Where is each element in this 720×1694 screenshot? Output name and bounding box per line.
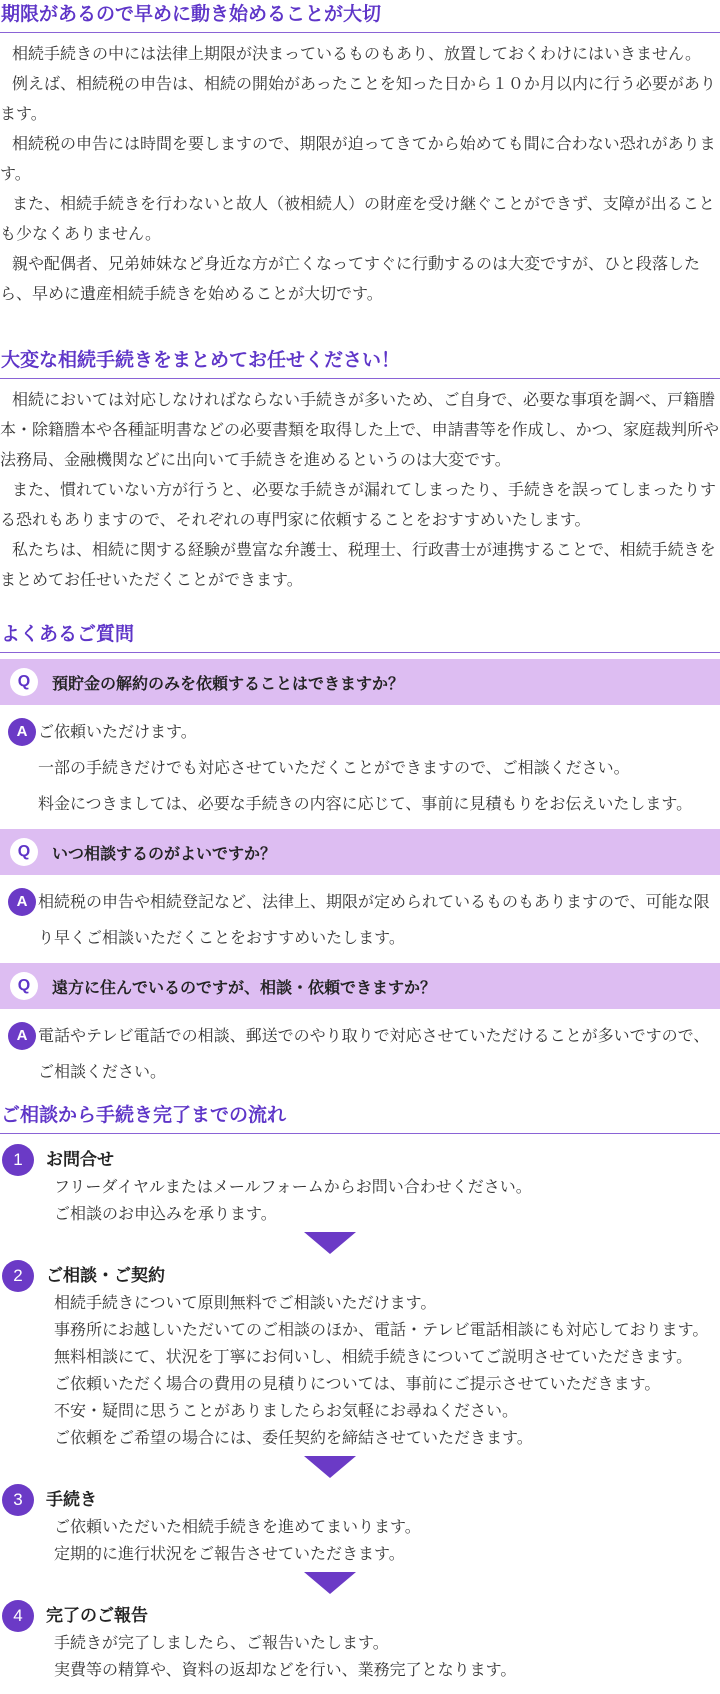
down-arrow-icon xyxy=(304,1572,356,1594)
step-line: 実費等の精算や、資料の返却などを行い、業務完了となります。 xyxy=(54,1662,517,1679)
section-heading-deadline: 期限があるので早めに動き始めることが大切 xyxy=(0,0,720,33)
step-number-badge: 4 xyxy=(2,1600,34,1632)
faq-question-bar xyxy=(0,829,720,875)
faq-item xyxy=(0,963,720,1091)
step-number-badge: 3 xyxy=(2,1484,34,1516)
step-line: 手続きが完了しましたら、ご報告いたします。 xyxy=(54,1635,389,1652)
section-heading-faq: よくあるご質問 xyxy=(0,620,720,653)
question-text: 遠方に住んでいるのですが、相談・依頼できますか？ xyxy=(52,979,437,997)
faq-answer xyxy=(0,705,720,823)
flow-step xyxy=(0,1602,720,1684)
section-heading-service: 大変な相続手続きをまとめてお任せください！ xyxy=(0,346,720,379)
paragraph: 親や配偶者、兄弟姉妹など身近な方が亡くなってすぐに行動するのは大変ですが、ひと段落したら、早めに遺産相続手続きを始めることが大切です。 xyxy=(0,256,701,303)
step-line: ご依頼をご希望の場合には、委任契約を締結させていただきます。 xyxy=(54,1430,533,1447)
flow-step xyxy=(0,1146,720,1228)
step-line: 不安・疑問に思うことがありましたらお気軽にお尋ねください。 xyxy=(54,1403,519,1420)
service-section xyxy=(0,346,720,596)
step-line: ご依頼いただいた相続手続きを進めてまいります。 xyxy=(54,1519,421,1536)
step-line: 無料相談にて、状況を丁寧にお伺いし、相続手続きについてご説明させていただきます。 xyxy=(54,1349,693,1366)
paragraph: また、慣れていない方が行うと、必要な手続きが漏れてしまったり、手続きを誤ってしまったりする恐れもありますので、それぞれの専門家に依頼することをおすすめいたします。 xyxy=(0,482,717,529)
a-badge-icon: A xyxy=(8,888,36,916)
flow-section xyxy=(0,1101,720,1684)
faq-item xyxy=(0,659,720,823)
answer-line: 料金につきましては、必要な手続きの内容に応じて、事前に見積もりをお伝えいたします。 xyxy=(38,796,693,813)
a-badge-icon: A xyxy=(8,1022,36,1050)
step-title: ご相談・ご契約 xyxy=(46,1266,165,1285)
step-title: お問合せ xyxy=(46,1150,114,1169)
answer-line: 電話やテレビ電話での相談、郵送でのやり取りで対応させていただけることが多いですので、ご相談ください。 xyxy=(38,1028,710,1081)
question-text: いつ相談するのがよいですか？ xyxy=(52,845,277,863)
q-badge-icon: Q xyxy=(10,668,38,696)
step-line: 相続手続きについて原則無料でご相談いただけます。 xyxy=(54,1295,437,1312)
answer-line: 一部の手続きだけでも対応させていただくことができますので、ご相談ください。 xyxy=(38,760,630,777)
q-badge-icon: Q xyxy=(10,972,38,1000)
question-text: 預貯金の解約のみを依頼することはできますか？ xyxy=(52,675,405,693)
step-line: フリーダイヤルまたはメールフォームからお問い合わせください。 xyxy=(54,1179,532,1196)
paragraph: また、相続手続きを行わないと故人（被相続人）の財産を受け継ぐことができず、支障が出ることも少なくありません。 xyxy=(0,196,715,243)
step-line: ご依頼いただく場合の費用の見積りについては、事前にご提示させていただきます。 xyxy=(54,1376,661,1393)
paragraph: 例えば、相続税の申告は、相続の開始があったことを知った日から１０か月以内に行う必要があります。 xyxy=(0,76,716,123)
step-number-badge: 1 xyxy=(2,1144,34,1176)
faq-section xyxy=(0,620,720,1091)
step-title: 完了のご報告 xyxy=(46,1606,148,1625)
paragraph: 相続においては対応しなければならない手続きが多いため、ご自身で、必要な事項を調べ、戸籍謄本・除籍謄本や各種証明書などの必要書類を取得した上で、申請書等を作成し、かつ、家庭裁判所や法務局、金融機関などに出向いて手続きを進めるというのは大変です。 xyxy=(0,392,720,469)
answer-line: ご依頼いただけます。 xyxy=(38,724,197,741)
step-number-badge: 2 xyxy=(2,1260,34,1292)
a-badge-icon: A xyxy=(8,718,36,746)
faq-item xyxy=(0,829,720,957)
paragraph: 相続税の申告には時間を要しますので、期限が迫ってきてから始めても間に合わない恐れがあります。 xyxy=(0,136,716,183)
down-arrow-icon xyxy=(304,1232,356,1254)
faq-question-bar xyxy=(0,659,720,705)
faq-answer xyxy=(0,1009,720,1091)
down-arrow-icon xyxy=(304,1456,356,1478)
answer-line: 相続税の申告や相続登記など、法律上、期限が定められているものもありますので、可能な限り早くご相談いただくことをおすすめいたします。 xyxy=(38,894,710,947)
step-line: 事務所にお越しいただいてのご相談のほか、電話・テレビ電話相談にも対応しております。 xyxy=(54,1322,709,1339)
paragraph: 私たちは、相続に関する経験が豊富な弁護士、税理士、行政書士が連携することで、相続手続きをまとめてお任せいただくことができます。 xyxy=(0,542,716,589)
faq-question-bar xyxy=(0,963,720,1009)
step-line: ご相談のお申込みを承ります。 xyxy=(54,1206,277,1223)
intro-section xyxy=(0,0,720,310)
step-line: 定期的に進行状況をご報告させていただきます。 xyxy=(54,1546,405,1563)
faq-answer xyxy=(0,875,720,957)
paragraph: 相続手続きの中には法律上期限が決まっているものもあり、放置しておくわけにはいきません。 xyxy=(12,46,701,63)
flow-step xyxy=(0,1262,720,1452)
section-heading-flow: ご相談から手続き完了までの流れ xyxy=(0,1101,720,1134)
flow-step xyxy=(0,1486,720,1568)
q-badge-icon: Q xyxy=(10,838,38,866)
step-title: 手続き xyxy=(46,1490,97,1509)
